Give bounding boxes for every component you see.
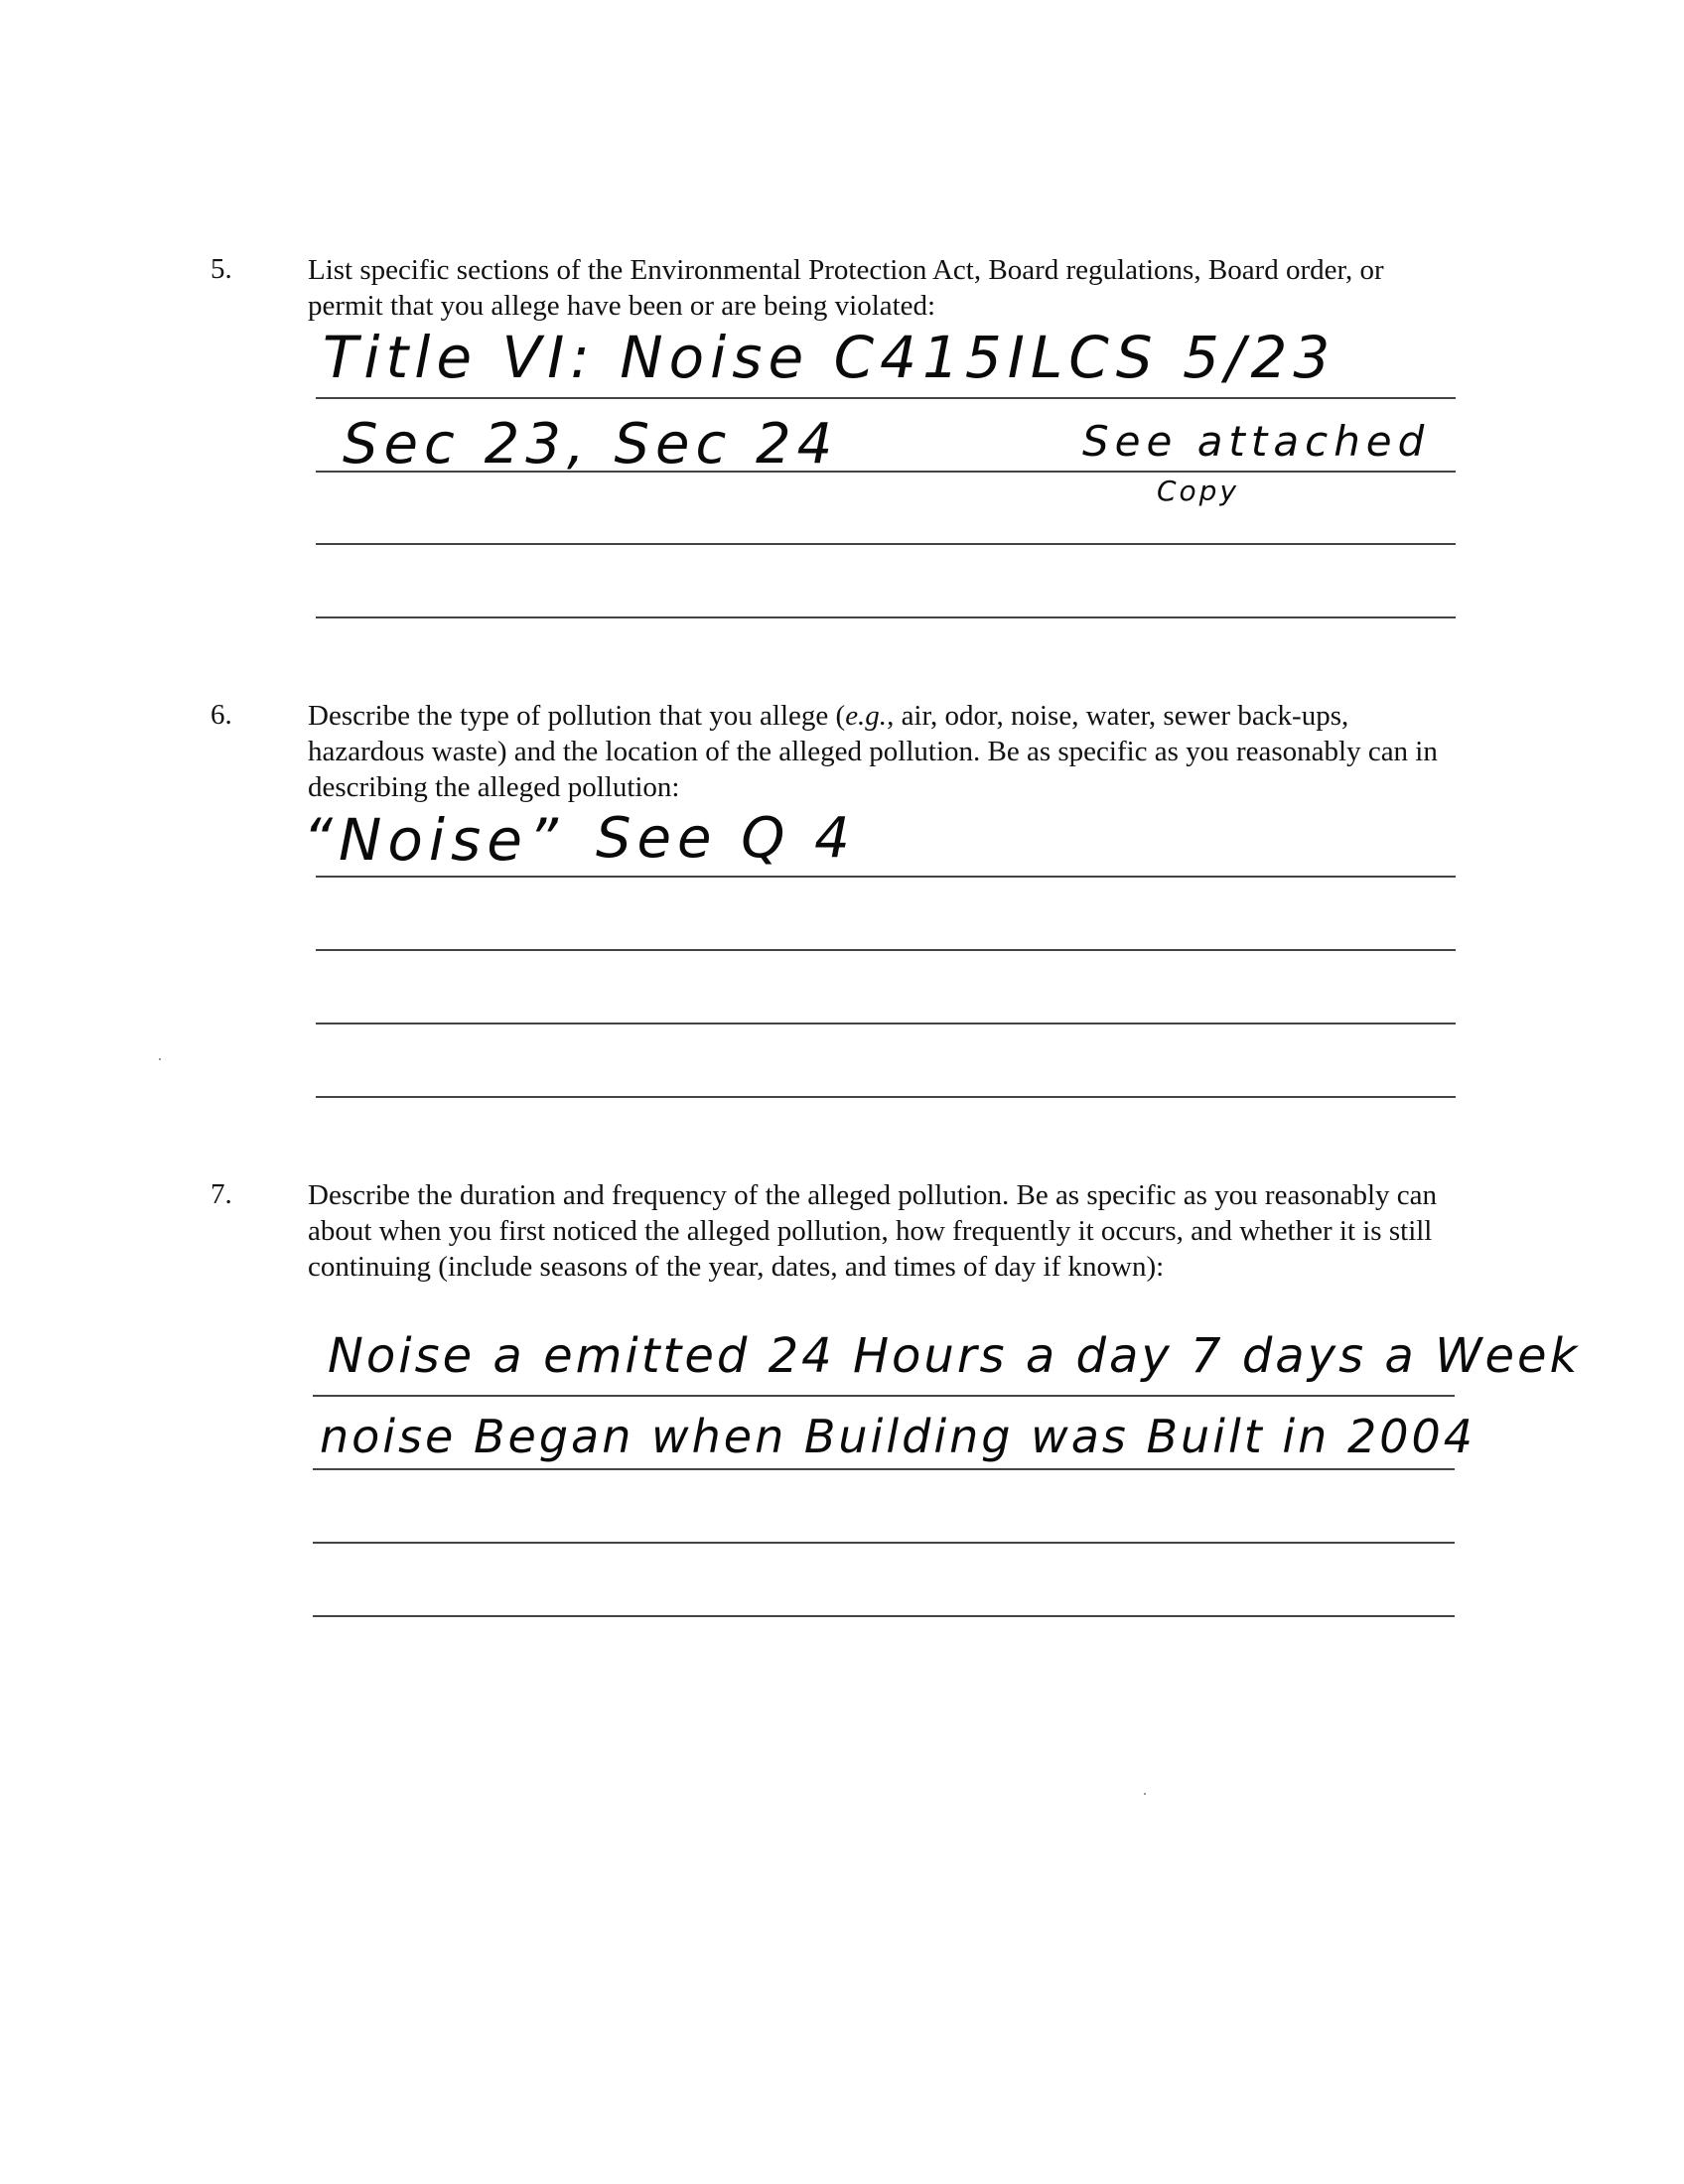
- handwritten-answer: See Q 4: [596, 806, 856, 871]
- question-prompt: [308, 698, 1460, 805]
- answer-line[interactable]: [316, 949, 1456, 951]
- answer-line[interactable]: [316, 616, 1456, 618]
- handwritten-answer: Noise a emitted 24 Hours a day 7 days a Week: [328, 1328, 1581, 1384]
- handwritten-answer: Copy: [1157, 475, 1240, 507]
- answer-line[interactable]: [316, 397, 1456, 399]
- answer-line[interactable]: [316, 1096, 1456, 1098]
- prompt-text: , air, odor, noise, water, sewer back-ups, hazardous waste) and the location of the alleged pollution. Be as specific as you reasonably can in describing the alleged pollution:: [308, 700, 1438, 803]
- handwritten-answer: “Noise”: [303, 806, 564, 874]
- answer-line[interactable]: [316, 876, 1456, 878]
- answer-line[interactable]: [313, 1468, 1455, 1470]
- question-prompt: List specific sections of the Environmental Protection Act, Board regulations, Board order, or permit that you allege have been or are being violated:: [308, 254, 1384, 322]
- scan-speck: [159, 1058, 161, 1060]
- prompt-text: Describe the type of pollution that you allege (: [308, 700, 846, 732]
- handwritten-answer: noise Began when Building was Built in 2004: [320, 1410, 1476, 1463]
- handwritten-answer: Title VI: Noise C415ILCS 5/23: [323, 324, 1336, 391]
- answer-line[interactable]: [316, 1023, 1456, 1024]
- answer-line[interactable]: [313, 1615, 1455, 1617]
- handwritten-answer: See attached: [1082, 417, 1431, 466]
- answer-line[interactable]: [316, 543, 1456, 545]
- answer-line[interactable]: [316, 471, 1456, 473]
- question-number: 7.: [210, 1178, 232, 1210]
- answer-line[interactable]: [313, 1395, 1455, 1397]
- question-number: 5.: [210, 253, 232, 285]
- prompt-italic: e.g.: [845, 700, 888, 732]
- handwritten-answer: Sec 23, Sec 24: [343, 412, 839, 477]
- question-prompt: Describe the duration and frequency of the alleged pollution. Be as specific as you reasonably can about when you first noticed the alleged pollution, how frequently it occurs, and whether it is still continuing (include seasons of the year, dates, and times of day if known):: [308, 1179, 1438, 1283]
- scan-speck: [1144, 1793, 1146, 1795]
- question-number: 6.: [210, 699, 232, 731]
- answer-line[interactable]: [313, 1542, 1455, 1544]
